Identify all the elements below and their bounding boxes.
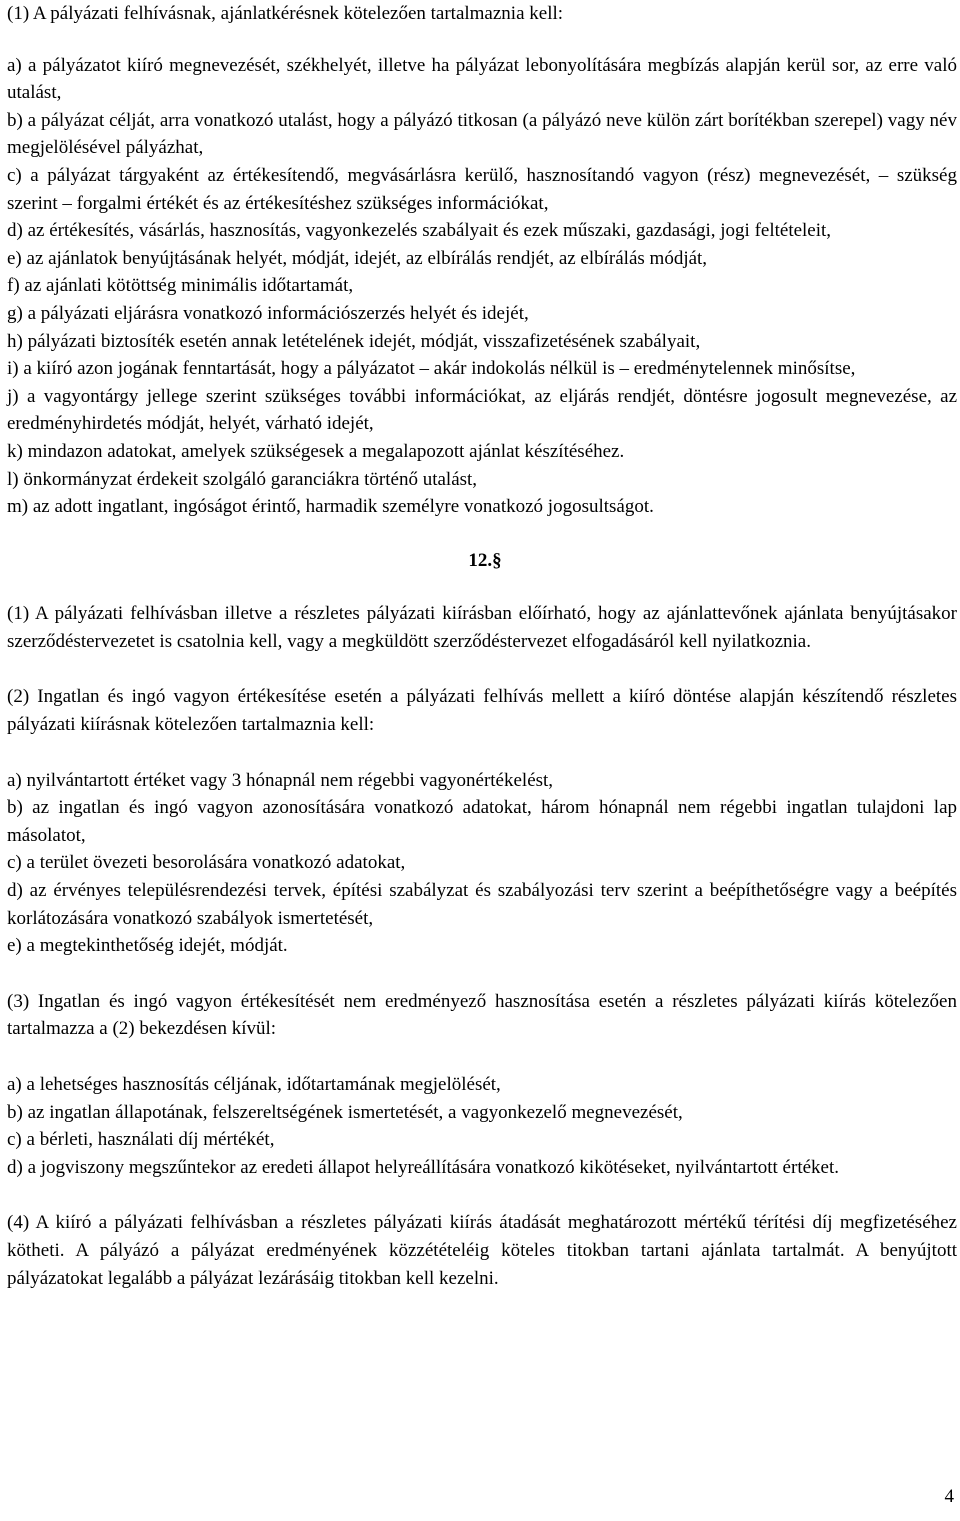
list-item-e: e) az ajánlatok benyújtásának helyét, módját, idejét, az elbírálás rendjét, az elbírálás módját, — [7, 247, 708, 269]
paragraph-2-list — [7, 767, 957, 960]
list-item: c) a terület övezeti besorolására vonatkozó adatokat, — [7, 852, 406, 874]
list-item: d) a jogviszony megszűntekor az eredeti állapot helyreállítására vonatkozó kikötéseket, nyilvántartott értéket. — [7, 1156, 839, 1178]
list-item-f: f) az ajánlati kötöttség minimális időtartamát, — [7, 275, 354, 297]
section-heading: 12.§ — [468, 549, 502, 571]
list-item-d: d) az értékesítés, vásárlás, hasznosítás, vagyonkezelés szabályait és ezek műszaki, gazdasági, jogi feltételeit, — [7, 220, 832, 242]
section-1-intro: (1) A pályázati felhívásnak, ajánlatkérésnek kötelezően tartalmaznia kell: — [7, 3, 564, 24]
list-item-c: c) a pályázat tárgyaként az értékesítendő, megvásárlásra kerülő, hasznosítandó vagyon (rész) megnevezését, – szükség szerint – forgalmi értékét és az értékesítéshez szükséges információkat, — [7, 164, 957, 214]
list-item: b) az ingatlan és ingó vagyon azonosítására vonatkozó adatokat, három hónapnál nem régebbi ingatlan tulajdoni lap másolatot, — [7, 797, 957, 846]
paragraph-3-list — [7, 1071, 957, 1181]
paragraph-4: (4) A kiíró a pályázati felhívásban a részletes pályázati kiírás átadását meghatározott mértékű térítési díj megfizetéséhez kötheti. A pályázó a pályázat eredményének közzétételéig köteles titokban tartani ajánlata tartalmát. A benyújtott pályázatokat legalább a pályázat lezárásáig titokban kell kezelni. — [7, 1212, 957, 1289]
list-item-m: m) az adott ingatlant, ingóságot érintő, harmadik személyre vonatkozó jogosultságot. — [7, 496, 654, 518]
list-item: c) a bérleti, használati díj mértékét, — [7, 1129, 275, 1151]
paragraph-3: (3) Ingatlan és ingó vagyon értékesítését nem eredményező hasznosítása esetén a részletes pályázati kiírás kötelezően tartalmazza a (2) bekezdésen kívül: — [7, 990, 957, 1040]
page-number: 4 — [944, 1486, 954, 1507]
list-item: b) az ingatlan állapotának, felszereltségének ismertetését, a vagyonkezelő megnevezését, — [7, 1101, 683, 1123]
list-item-a: a) a pályázatot kiíró megnevezését, székhelyét, illetve ha pályázat lebonyolítására megbízás alapján kerül sor, az erre való utalást, — [7, 54, 957, 104]
list-item-b: b) a pályázat célját, arra vonatkozó utalást, hogy a pályázó titkosan (a pályázó neve külön zárt borítékban szerepel) vagy név megjelölésével pályázhat, — [7, 109, 957, 159]
section-1-list — [7, 52, 957, 521]
list-item-i: i) a kiíró azon jogának fenntartását, hogy a pályázatot – akár indokolás nélkül is – eredménytelennek minősítse, — [7, 358, 856, 380]
list-item-g: g) a pályázati eljárásra vonatkozó információszerzés helyét és idejét, — [7, 302, 529, 324]
list-item: a) a lehetséges hasznosítás céljának, időtartamának megjelölését, — [7, 1074, 501, 1095]
list-item-k: k) mindazon adatokat, amelyek szükségesek a megalapozott ajánlat készítéséhez. — [7, 440, 625, 462]
document-page — [7, 0, 957, 1292]
list-item-l: l) önkormányzat érdekeit szolgáló garanciákra történő utalást, — [7, 468, 478, 490]
list-item-j: j) a vagyontárgy jellege szerint szükséges további információkat, az eljárás rendjét, döntésre jogosult megnevezése, az eredményhirdetés módját, helyét, várható idejét, — [7, 385, 957, 435]
list-item-h: h) pályázati biztosíték esetén annak letételének idejét, módját, visszafizetésének szabályait, — [7, 330, 701, 352]
paragraph-1: (1) A pályázati felhívásban illetve a részletes pályázati kiírásban előírható, hogy az ajánlattevőnek ajánlata benyújtásakor szerződéstervezetet is csatolnia kell, vagy a megküldött szerződéstervezet elfogadásáról kell nyilatkoznia. — [7, 603, 957, 652]
paragraph-2: (2) Ingatlan és ingó vagyon értékesítése esetén a pályázati felhívás mellett a kiíró döntése alapján készítendő részletes pályázati kiírásnak kötelezően tartalmaznia kell: — [7, 686, 957, 736]
list-item: a) nyilvántartott értéket vagy 3 hónapnál nem régebbi vagyonértékelést, — [7, 769, 554, 791]
list-item: d) az érvényes településrendezési tervek, építési szabályzat és szabályozási terv szerint a beépíthetőségre vagy a beépítés korlátozására vonatkozó szabályok ismertetését, — [7, 880, 957, 929]
list-item: e) a megtekinthetőség idejét, módját. — [7, 935, 288, 957]
